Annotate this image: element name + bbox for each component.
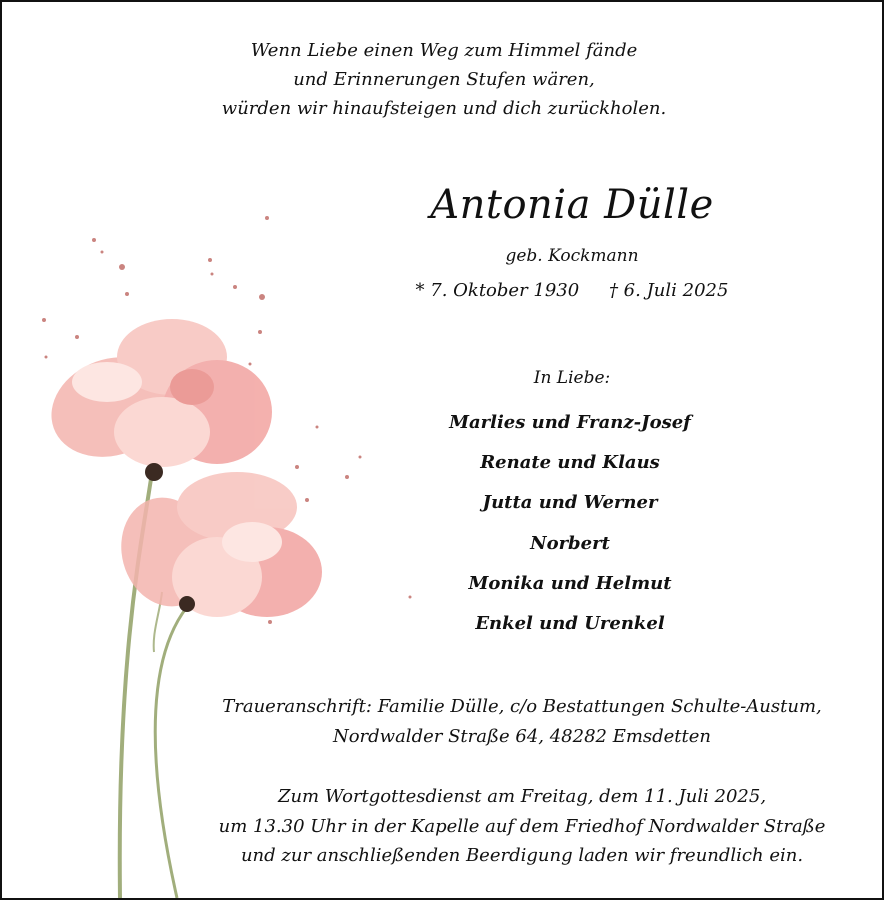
birth-name: geb. Kockmann	[505, 246, 639, 266]
mourning-address	[172, 692, 872, 752]
service-line: und zur anschließenden Beerdigung laden wir freundlich ein.	[240, 845, 804, 866]
poem-line: und Erinnerungen Stufen wären,	[293, 69, 595, 90]
mourner-entry: Norbert	[530, 532, 610, 554]
address-line: Nordwalder Straße 64, 48282 Emsdetten	[332, 726, 712, 747]
address-line: Traueranschrift: Familie Dülle, c/o Bestattungen Schulte-Austum,	[222, 696, 822, 717]
mourner-entry: Enkel und Urenkel	[475, 612, 665, 634]
death-date: † 6. Juli 2025	[608, 280, 729, 301]
mourner-entry: Jutta und Werner	[482, 492, 658, 514]
service-notice	[172, 782, 872, 871]
poem-line: würden wir hinaufsteigen und dich zurückholen.	[221, 98, 667, 119]
mourners-list	[302, 403, 838, 644]
mourner-entry: Monika und Helmut	[468, 572, 672, 594]
mourner-entry: Marlies und Franz-Josef	[449, 412, 691, 433]
life-dates	[302, 280, 842, 301]
mourner-entry: Renate und Klaus	[480, 452, 660, 474]
service-line: Zum Wortgottesdienst am Freitag, dem 11. Juli 2025,	[277, 786, 767, 807]
service-line: um 13.30 Uhr in der Kapelle auf dem Friedhof Nordwalder Straße	[218, 815, 826, 837]
poem-line: Wenn Liebe einen Weg zum Himmel fände	[250, 40, 638, 61]
mourners-intro: In Liebe:	[533, 368, 611, 388]
deceased-name: Antonia Dülle	[430, 182, 714, 228]
poem	[2, 36, 884, 123]
birth-date: * 7. Oktober 1930	[415, 280, 580, 301]
